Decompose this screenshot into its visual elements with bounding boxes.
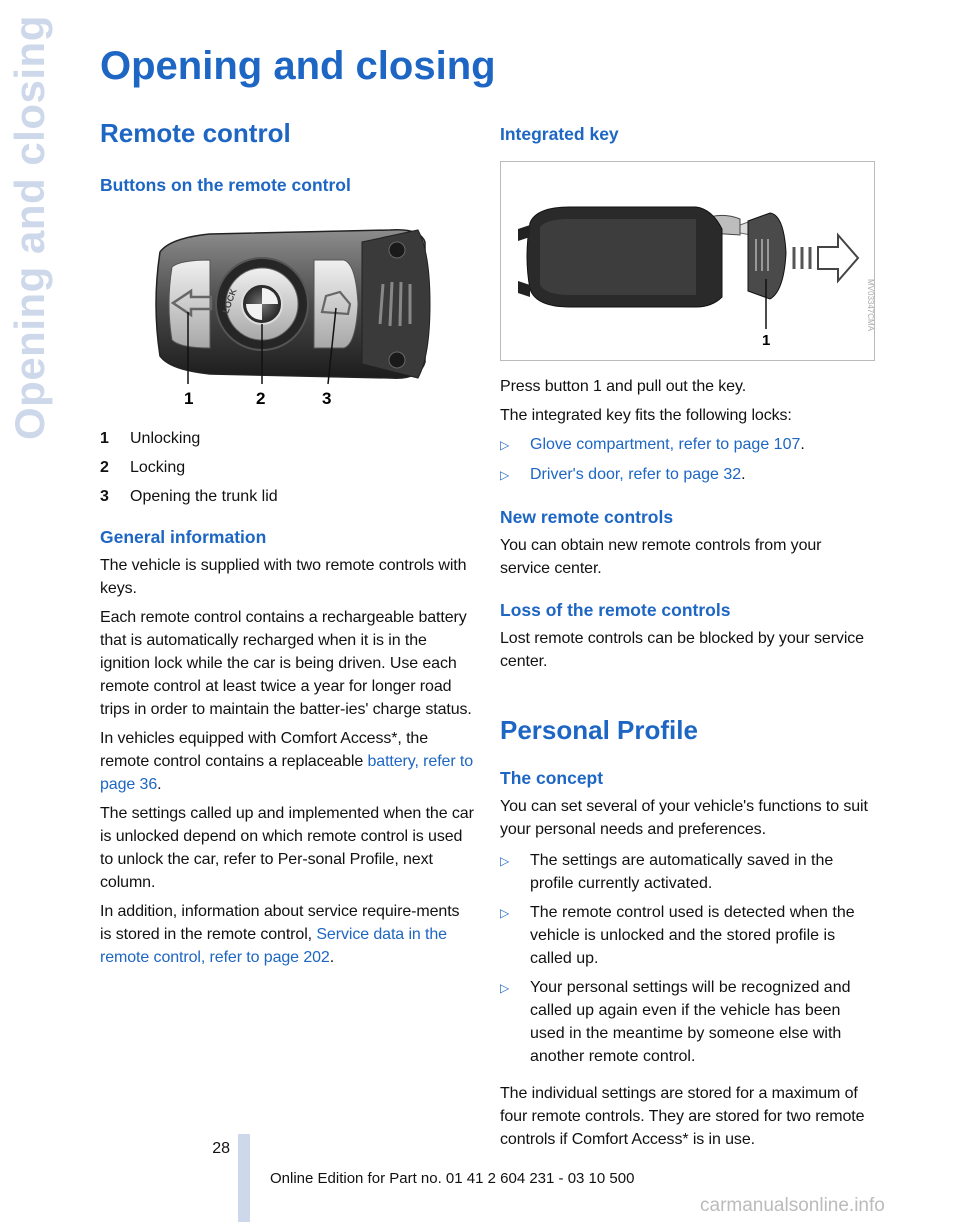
left-column xyxy=(100,118,475,975)
callout-1: 1 xyxy=(184,389,194,408)
locks-list xyxy=(500,433,875,487)
legend-label: Opening the trunk lid xyxy=(130,488,278,505)
heading-new-remote-controls: New remote controls xyxy=(500,507,674,527)
paragraph: You can set several of your vehicle's functions to suit your personal needs and preferences. xyxy=(500,798,868,838)
right-column xyxy=(500,118,875,1157)
heading-integrated-key: Integrated key xyxy=(500,124,619,144)
side-chapter-label: Opening and closing xyxy=(6,15,53,440)
paragraph: The vehicle is supplied with two remote controls with keys. xyxy=(100,557,467,597)
paragraph-battery: In vehicles equipped with Comfort Access*, the remote control contains a replaceable battery, refer to page 36. xyxy=(100,730,474,793)
callout-3: 3 xyxy=(322,389,332,408)
heading-buttons: Buttons on the remote control xyxy=(100,175,351,195)
side-chapter-tab xyxy=(6,15,66,440)
watermark: carmanualsonline.info xyxy=(700,1195,885,1216)
remote-control-illustration xyxy=(100,212,475,422)
footer-edition: Online Edition for Part no. 01 41 2 604 231 - 03 10 500 xyxy=(270,1170,635,1187)
list-item: ▷ The remote control used is detected when the vehicle is unlocked and the stored profile is called up. xyxy=(500,901,875,970)
paragraph-service: In addition, information about service require-ments is stored in the remote control, Service data in the remote control, refer to page 202. xyxy=(100,903,460,966)
page-title: Opening and closing xyxy=(100,44,496,88)
legend-item xyxy=(100,453,475,482)
paragraph: The settings called up and implemented when the car is unlocked depend on which remote control is used to unlock the car, refer to Per-sonal Profile, next column. xyxy=(100,805,474,891)
list-item: ▷ The settings are automatically saved in the profile currently activated. xyxy=(500,849,875,895)
legend-item xyxy=(100,482,475,511)
triangle-bullet-icon: ▷ xyxy=(500,906,510,920)
triangle-bullet-icon: ▷ xyxy=(500,438,510,452)
legend-number: 1 xyxy=(100,430,109,447)
integrated-key-illustration xyxy=(500,161,875,361)
link-glove-compartment[interactable]: Glove compartment, refer to page 107 xyxy=(530,436,801,453)
section-title-personal-profile: Personal Profile xyxy=(500,715,698,745)
legend-label: Unlocking xyxy=(130,430,201,447)
link-battery[interactable]: battery, refer to page 36 xyxy=(100,753,474,793)
link-drivers-door[interactable]: Driver's door, refer to page 32 xyxy=(530,466,742,483)
paragraph: Press button 1 and pull out the key. xyxy=(500,378,747,395)
list-item: ▷ Glove compartment, refer to page 107. xyxy=(500,433,875,457)
link-service-data[interactable]: Service data in the remote control, refer to page 202 xyxy=(100,926,447,966)
heading-general-information: General information xyxy=(100,527,267,547)
paragraph: Each remote control contains a rechargeable battery that is automatically recharged when it is in the ignition lock while the car is being driven. Use each remote control at least twice a year for longer road trips in order to maintain the batter-ies' charge status. xyxy=(100,609,472,718)
list-item: ▷ Your personal settings will be recognized and called up again even if the vehicle has been used in the meantime by someone else with another remote control. xyxy=(500,976,875,1068)
page-number: 28 xyxy=(212,1140,230,1157)
legend-number: 2 xyxy=(100,459,109,476)
concept-list xyxy=(500,849,875,1068)
heading-the-concept: The concept xyxy=(500,768,604,788)
list-item: ▷ Driver's door, refer to page 32. xyxy=(500,463,875,487)
triangle-bullet-icon: ▷ xyxy=(500,468,510,482)
triangle-bullet-icon: ▷ xyxy=(500,981,510,995)
section-title-remote-control: Remote control xyxy=(100,118,291,148)
paragraph: The individual settings are stored for a maximum of four remote controls. They are stored for two remote controls if Comfort Access* is in use. xyxy=(500,1085,865,1148)
heading-loss-remote-controls: Loss of the remote controls xyxy=(500,600,731,620)
paragraph: You can obtain new remote controls from your service center. xyxy=(500,537,822,577)
key-callout-1: 1 xyxy=(762,332,771,349)
button-legend xyxy=(100,424,475,511)
paragraph: Lost remote controls can be blocked by your service center. xyxy=(500,630,864,670)
paragraph: The integrated key fits the following locks: xyxy=(500,407,792,424)
callout-2: 2 xyxy=(256,389,266,408)
footer-bar xyxy=(238,1134,250,1222)
triangle-bullet-icon: ▷ xyxy=(500,854,510,868)
figure-code: MV03347CMA xyxy=(866,279,875,332)
legend-item xyxy=(100,424,475,453)
legend-number: 3 xyxy=(100,488,109,505)
lock-engraving: LOCK xyxy=(220,287,239,315)
legend-label: Locking xyxy=(130,459,186,476)
